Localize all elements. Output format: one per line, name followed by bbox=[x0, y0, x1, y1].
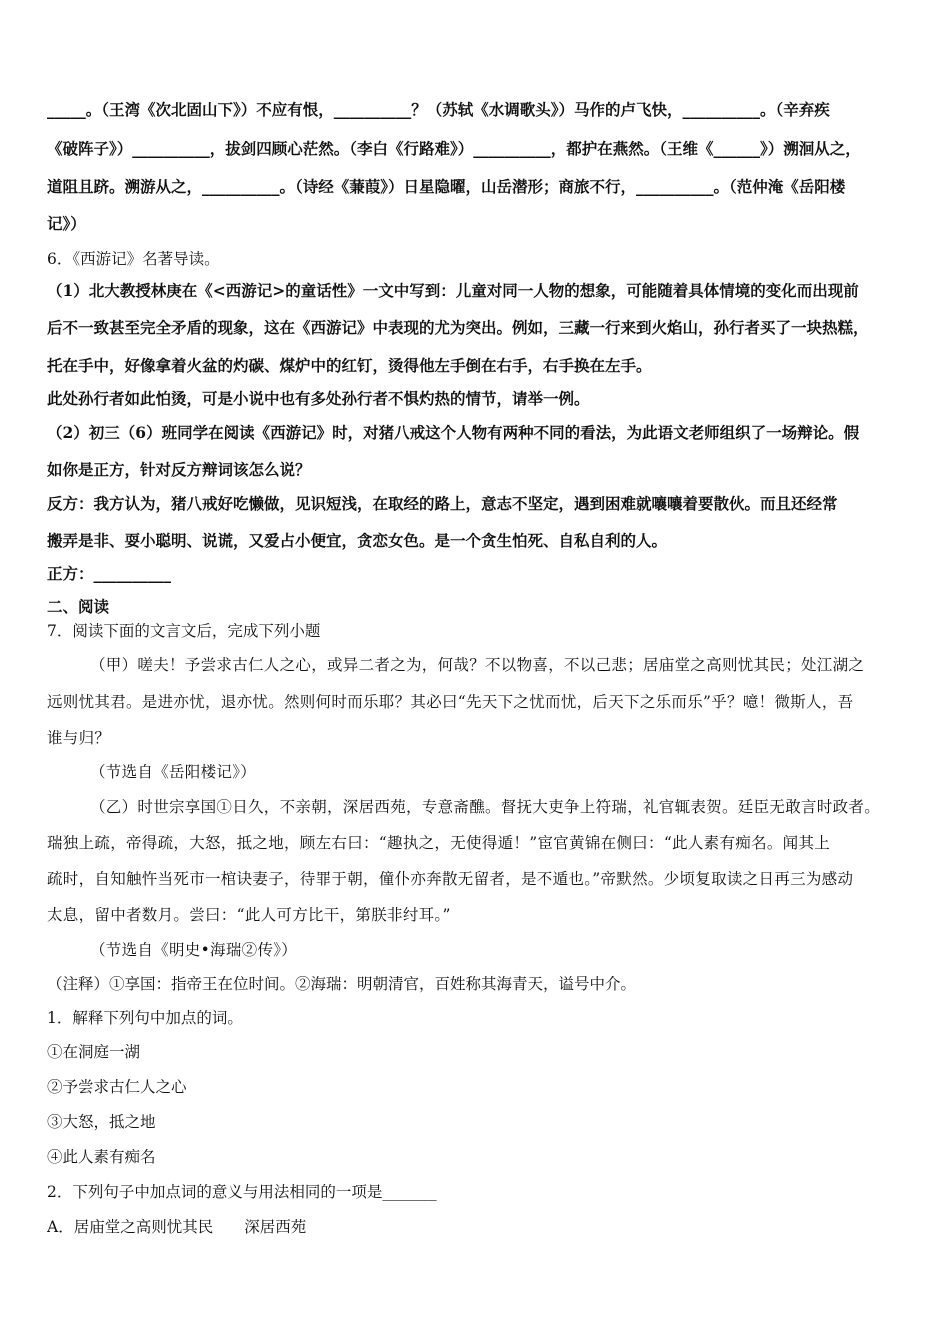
passage-yi-line-3: 疏时，自知触忤当死市一棺诀妻子，待罪于朝，僮仆亦奔散无留者，是不遁也。”帝默然。少顷复取读之日再三为感动 bbox=[47, 870, 854, 888]
sub-question-1-title: 1．解释下列句中加点的词。 bbox=[47, 1009, 243, 1027]
sub-question-1-item: ④此人素有痴名 bbox=[47, 1148, 156, 1166]
sub-question-1-item: ①在洞庭一湖 bbox=[47, 1043, 141, 1061]
sub-question-2-option-a: A．居庙堂之高则忧其民 深居西苑 bbox=[47, 1218, 307, 1236]
q6-part1-line-2: 后不一致甚至完全矛盾的现象，这在《西游记》中表现的尤为突出。例如，三藏一行来到火焰山，孙行者买了一块热糕， bbox=[47, 318, 869, 337]
q6-part1-line-3: 托在手中，好像拿着火盆的灼碳、煤炉中的红钉，烫得他左手倒在右手，右手换在左手。 bbox=[47, 356, 652, 375]
fill-in-line-4: 记》） bbox=[47, 214, 86, 233]
q6-part2-line-1: （2）初三（6）班同学在阅读《西游记》时，对猪八戒这个人物有两种不同的看法，为此语文老师组织了一场辩论。假 bbox=[47, 423, 860, 442]
passage-yi-line-1: （乙）时世宗享国①日久，不亲朝，深居西苑，专意斋醮。督抚大吏争上符瑞，礼官辄表贺。廷臣无敢言时政者。 bbox=[90, 798, 881, 816]
passage-jia-source: （节选自《岳阳楼记》） bbox=[90, 763, 257, 781]
q6-part1-line-1: （1）北大教授林庚在《<西游记>的童话性》一文中写到：儿童对同一人物的想象，可能随着具体情境的变化而出现前 bbox=[47, 281, 859, 300]
q7-title: 7．阅读下面的文言文后，完成下列小题 bbox=[47, 622, 321, 640]
fill-in-line-3: 道阻且跻。溯游从之，__________。（诗经《蒹葭》）日星隐曜，山岳潜形；商旅不行，__________。（范仲淹《岳阳楼 bbox=[47, 177, 846, 196]
section-heading-reading: 二、阅读 bbox=[47, 597, 110, 616]
fill-in-line-2: 《破阵子》）__________，拔剑四顾心茫然。（李白《行路难》）__________，都护在燕然。（王维《______》）溯洄从之， bbox=[47, 139, 861, 158]
q6-pro-answer: 正方：__________ bbox=[47, 564, 172, 583]
q6-part2-line-2: 如你是正方，针对反方辩词该怎么说？ bbox=[47, 460, 311, 479]
passage-jia-line-1: （甲）嗟夫！予尝求古仁人之心，或异二者之为，何哉？不以物喜，不以己悲；居庙堂之高则忧其民；处江湖之 bbox=[90, 656, 865, 674]
annotation-note: （注释）①享国：指帝王在位时间。②海瑞：明朝清官，百姓称其海青天，谥号中介。 bbox=[47, 975, 637, 993]
q6-con-line-1: 反方：我方认为，猪八戒好吃懒做，见识短浅，在取经的路上，意志不坚定，遇到困难就嚷嚷着要散伙。而且还经常 bbox=[47, 494, 838, 513]
sub-question-1-item: ②予尝求古仁人之心 bbox=[47, 1078, 187, 1096]
passage-yi-line-4: 太息，留中者数月。尝曰：“此人可方比干，第朕非纣耳。” bbox=[47, 906, 451, 924]
passage-yi-source: （节选自《明史•海瑞②传》） bbox=[90, 941, 298, 959]
sub-question-2-title: 2．下列句子中加点词的意义与用法相同的一项是_______ bbox=[47, 1183, 437, 1201]
passage-jia-line-2: 远则忧其君。是进亦忧，退亦忧。然则何时而乐耶？其必曰“先天下之忧而忧，后天下之乐而乐”乎？噫！微斯人，吾 bbox=[47, 693, 854, 711]
q6-title: 6．《西游记》名著导读。 bbox=[47, 250, 220, 268]
q6-con-line-2: 搬弄是非、耍小聪明、说谎，又爱占小便宜，贪恋女色。是一个贪生怕死、自私自利的人。 bbox=[47, 531, 668, 550]
q6-part1-question: 此处孙行者如此怕烫，可是小说中也有多处孙行者不惧灼热的情节，请举一例。 bbox=[47, 389, 590, 408]
passage-jia-line-3: 谁与归？ bbox=[47, 729, 111, 747]
fill-in-line-1: _____。（王湾《次北固山下》）不应有恨，__________？（苏轼《水调歌头》）马作的卢飞快，__________。（辛弃疾 bbox=[47, 100, 830, 119]
sub-question-1-item: ③大怒，抵之地 bbox=[47, 1113, 156, 1131]
passage-yi-line-2: 瑞独上疏，帝得疏，大怒，抵之地，顾左右曰：“趣执之，无使得遁！”宦官黄锦在侧曰：“此人素有痴名。闻其上 bbox=[47, 834, 831, 852]
